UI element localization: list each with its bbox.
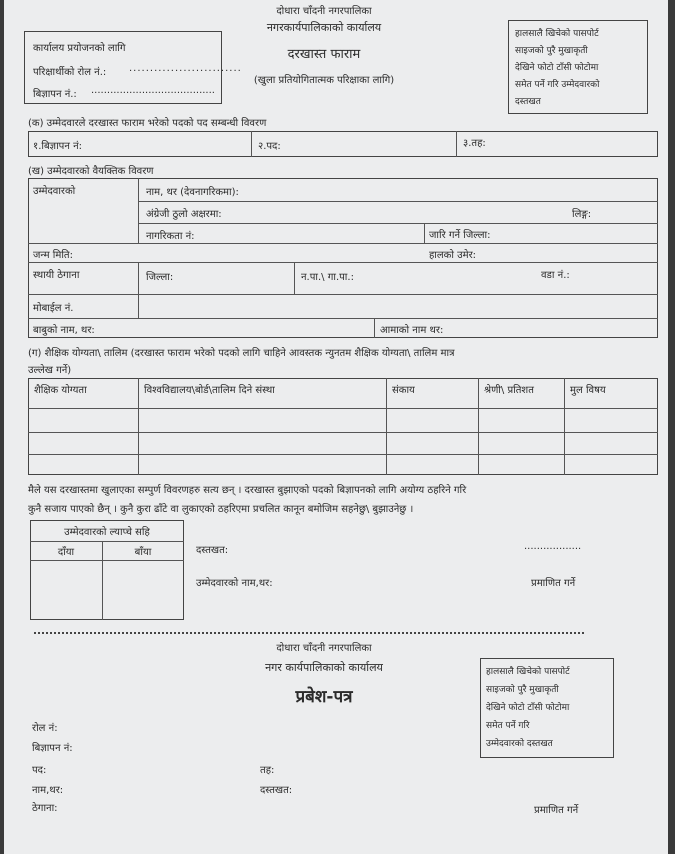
certify-label: प्रमाणित गर्ने bbox=[531, 578, 576, 589]
issue-district-field[interactable]: जारि गर्ने जिल्ला: bbox=[429, 230, 491, 241]
admit-roll-label[interactable]: रोल नं: bbox=[32, 723, 58, 734]
section-c-heading: (ग) शैक्षिक योग्यता\ तालिम (दरखास्त फाराम भरेको पदको लागि चाहिने आवस्तक न्युनतम शैक्षिक योग्यता\ तालिम मात्र bbox=[28, 348, 455, 359]
form-page bbox=[4, 0, 668, 854]
admit-post-label[interactable]: पद: bbox=[32, 765, 47, 776]
left-thumb-label: बाँया bbox=[134, 547, 152, 558]
column-header: मुल विषय bbox=[570, 385, 606, 396]
thumbprint-title: उम्मेदवारको ल्याप्चे सहि bbox=[64, 527, 150, 538]
admit-sign-label[interactable]: दस्तखत: bbox=[260, 785, 293, 796]
section-b-heading: (ख) उम्मेदवारको वैयक्तिक विवरण bbox=[28, 166, 154, 177]
section-a-table bbox=[28, 131, 658, 157]
photo-instruction-line: दस्तखत bbox=[515, 97, 541, 107]
column-header: विश्वविद्यालय\बोर्ड\तालिम दिने संस्था bbox=[144, 385, 275, 396]
father-name-field[interactable]: बाबुको नाम, थर: bbox=[33, 325, 95, 336]
section-a-heading: (क) उम्मेदवारले दरखास्त फाराम भरेको पदको पद सम्बन्धी विवरण bbox=[28, 118, 267, 129]
photo-instruction-line: देखिने फोटो टाँसी फोटोमा bbox=[515, 63, 599, 73]
cut-line bbox=[34, 632, 584, 634]
photo-instruction-line: हालसालै खिचेको पासपोर्ट bbox=[486, 667, 570, 677]
photo-instruction-line: देखिने फोटो टाँसी फोटोमा bbox=[486, 703, 570, 713]
photo-instruction-line: साइजको पुरै मुखाकृती bbox=[515, 46, 588, 56]
declaration-line-1: मैले यस दरखास्तमा खुलाएका सम्पुर्ण विवरणहरु सत्य छन् । दरखास्त बुझाएको पदको बिज्ञापनको लागि अयोग्य ठहरिने गरि bbox=[28, 485, 467, 496]
adv-no-field[interactable]: १.बिज्ञापन नं: bbox=[33, 141, 83, 152]
citizenship-field[interactable]: नागरिकता नं: bbox=[146, 231, 195, 242]
admit-photo-box bbox=[480, 658, 614, 758]
column-header: संकाय bbox=[392, 385, 415, 396]
admit-card-title: प्रबेश-पत्र bbox=[295, 687, 353, 707]
certifier-signature-dots: .................. bbox=[524, 541, 582, 552]
district-field[interactable]: जिल्ला: bbox=[146, 272, 174, 283]
admit-municipality: दोधारा चाँदनी नगरपालिका bbox=[276, 643, 372, 654]
admit-address-label[interactable]: ठेगाना: bbox=[32, 803, 58, 814]
declaration-line-2: कुनै सजाय पाएको छैन् । कुनै कुरा ढाँटे वा लुकाएको ठहरिएमा प्रचलित कानून बमोजिम सहनेछु\ बुझाउनेछु । bbox=[28, 504, 414, 515]
column-header: शैक्षिक योग्यता bbox=[34, 385, 87, 396]
candidate-name-label[interactable]: उम्मेदवारको नाम,थर: bbox=[196, 578, 273, 589]
admit-name-label[interactable]: नाम,थर: bbox=[32, 785, 64, 796]
right-thumb-label: दाँया bbox=[57, 547, 75, 558]
post-field[interactable]: २.पद: bbox=[258, 141, 281, 152]
photo-instruction-line: हालसालै खिचेको पासपोर्ट bbox=[515, 29, 599, 39]
photo-instruction-line: समेत पर्ने गरि bbox=[486, 721, 530, 731]
office-name: नगरकार्यपालिकाको कार्यालय bbox=[266, 21, 382, 34]
municipality-field[interactable]: न.पा.\ गा.पा.: bbox=[301, 272, 354, 283]
candidate-label: उम्मेदवारको bbox=[33, 186, 76, 197]
office-use-box bbox=[24, 31, 242, 104]
photo-instruction-line: साइजको पुरै मुखाकृती bbox=[486, 685, 559, 695]
ward-field[interactable]: वडा नं.: bbox=[541, 270, 570, 281]
municipality-name: दोधारा चाँदनी नगरपालिका bbox=[276, 6, 372, 17]
section-c-heading-cont: उल्लेख गर्ने) bbox=[28, 365, 72, 376]
admit-level-label[interactable]: तह: bbox=[260, 765, 275, 776]
mother-name-field[interactable]: आमाको नाम थर: bbox=[380, 325, 444, 336]
dob-field[interactable]: जन्म मिति: bbox=[33, 250, 73, 261]
permanent-address-label: स्थायी ठेगाना bbox=[33, 270, 80, 281]
gender-field[interactable]: लिङ्ग: bbox=[572, 209, 592, 220]
roll-number-label: परिक्षार्थीको रोल नं.: bbox=[33, 67, 107, 78]
mobile-field[interactable]: मोबाईल नं. bbox=[33, 303, 74, 314]
column-header: श्रेणी\ प्रतिशत bbox=[484, 385, 534, 396]
name-english-field[interactable]: अंग्रेजी ठुलो अक्षरमा: bbox=[146, 209, 222, 220]
form-title: दरखास्त फाराम bbox=[287, 47, 361, 62]
roll-number-dots: ........................... bbox=[129, 63, 242, 74]
name-devanagari-field[interactable]: नाम, थर (देवनागरिकमा): bbox=[146, 187, 239, 198]
office-use-title: कार्यालय प्रयोजनको लागि bbox=[33, 43, 126, 54]
photo-box bbox=[508, 20, 648, 114]
admit-office: नगर कार्यपालिकाको कार्यालय bbox=[265, 661, 383, 674]
admit-certify-label: प्रमाणित गर्ने bbox=[534, 805, 579, 816]
signature-label[interactable]: दस्तखत: bbox=[196, 545, 229, 556]
section-b-table bbox=[28, 178, 658, 338]
form-subtitle: (खुला प्रतियोगितात्मक परिक्षाका लागि) bbox=[253, 75, 395, 86]
admit-adv-label[interactable]: बिज्ञापन नं: bbox=[32, 743, 73, 754]
current-age-field[interactable]: हालको उमेर: bbox=[429, 250, 477, 261]
photo-instruction-line: समेत पर्ने गरि उम्मेदवारको bbox=[515, 80, 600, 90]
adv-number-dots: ....................................... bbox=[91, 85, 215, 96]
adv-number-label: बिज्ञापन नं.: bbox=[33, 89, 77, 100]
level-field[interactable]: ३.तह: bbox=[463, 138, 486, 149]
photo-instruction-line: उम्मेदवारको दस्तखत bbox=[486, 739, 553, 749]
